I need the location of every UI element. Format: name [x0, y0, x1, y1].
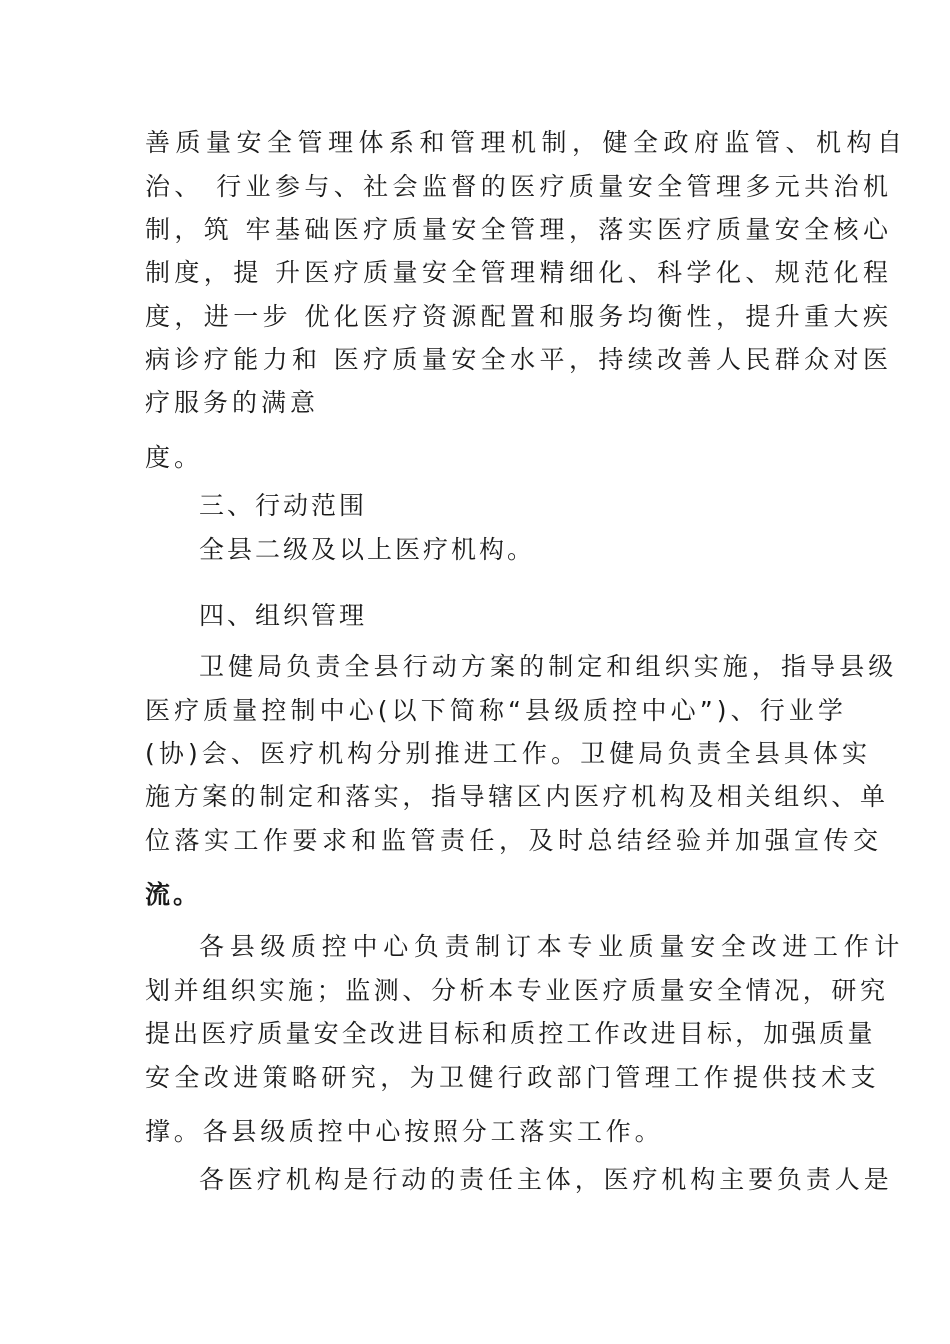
body-text-line: 治、 行业参与、社会监督的医疗质量安全管理多元共治机 — [145, 172, 893, 201]
section-heading: 四、组织管理 — [199, 601, 368, 630]
body-text-line: 疗服务的满意 — [145, 388, 320, 417]
body-text-line: (协)会、医疗机构分别推进工作。卫健局负责全县具体实 — [145, 739, 872, 768]
body-text-line: 提出医疗质量安全改进目标和质控工作改进目标，加强质量 — [145, 1019, 876, 1048]
body-text-line: 位落实工作要求和监管责任，及时总结经验并加强宣传交 — [145, 826, 883, 855]
body-text-line: 划并组织实施；监测、分析本专业医疗质量安全情况，研究 — [145, 976, 889, 1005]
body-text-line: 撑。各县级质控中心按照分工落实工作。 — [145, 1117, 664, 1146]
body-text-line: 度。 — [145, 443, 204, 472]
body-text-line: 全县二级及以上医疗机构。 — [199, 535, 536, 564]
body-text-line: 医疗质量控制中心(以下简称“县级质控中心”)、行业学 — [145, 696, 848, 725]
body-text-line: 各医疗机构是行动的责任主体，医疗机构主要负责人是 — [199, 1165, 893, 1194]
body-text-line: 制度，提 升医疗质量安全管理精细化、科学化、规范化程 — [145, 258, 893, 287]
body-text-line: 安全改进策略研究，为卫健行政部门管理工作提供技术支 — [145, 1063, 881, 1092]
body-text-line: 流。 — [145, 880, 202, 909]
body-text-line: 制，筑 牢基础医疗质量安全管理，落实医疗质量安全核心 — [145, 215, 893, 244]
body-text-line: 卫健局负责全县行动方案的制定和组织实施，指导县级 — [199, 652, 898, 681]
body-text-line: 度，进一步 优化医疗资源配置和服务均衡性，提升重大疾 — [145, 302, 893, 331]
section-heading: 三、行动范围 — [199, 491, 368, 520]
body-text-line: 善质量安全管理体系和管理机制，健全政府监管、机构自 — [145, 128, 908, 157]
body-text-line: 各县级质控中心负责制订本专业质量安全改进工作计 — [199, 932, 906, 961]
body-text-line: 病诊疗能力和 医疗质量安全水平，持续改善人民群众对医 — [145, 345, 893, 374]
body-text-line: 施方案的制定和落实，指导辖区内医疗机构及相关组织、单 — [145, 782, 889, 811]
